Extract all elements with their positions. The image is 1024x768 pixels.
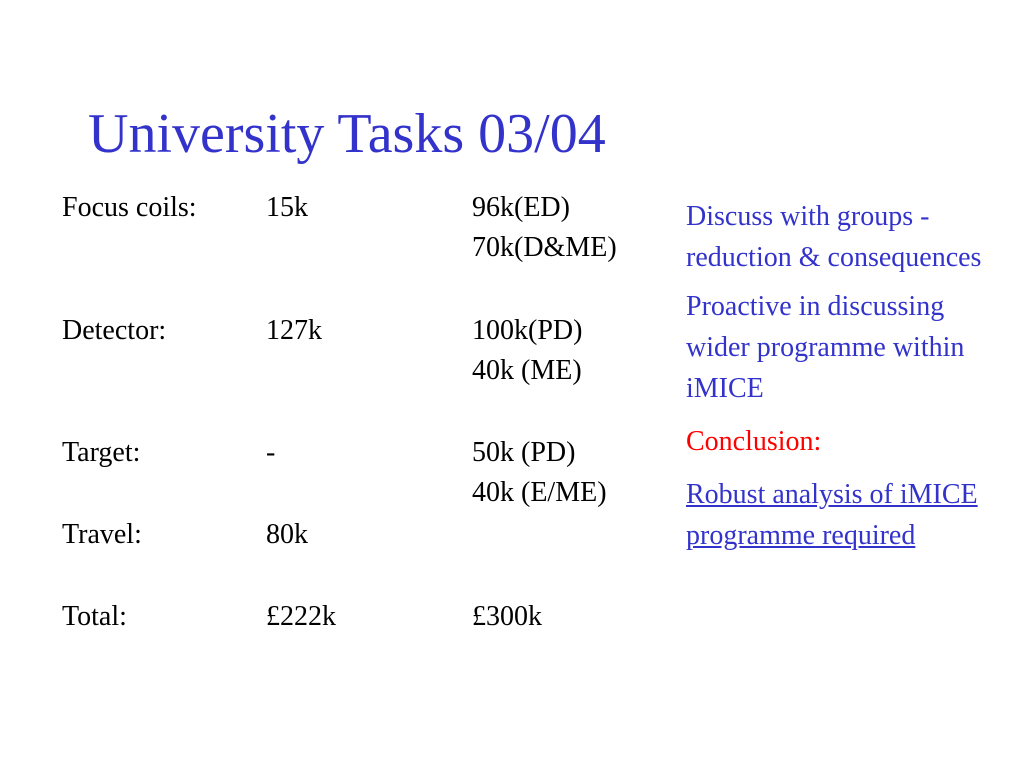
row-value-detector-1: 100k(PD)	[472, 315, 583, 346]
row-amount-travel: 80k	[266, 519, 308, 550]
row-value-target-1: 50k (PD)	[472, 437, 576, 468]
conclusion-label: Conclusion:	[686, 426, 822, 457]
conclusion-link[interactable]: Robust analysis of iMICE programme required	[686, 479, 978, 551]
row-value-focus-coils-1: 96k(ED)	[472, 192, 570, 223]
row-amount-detector: 127k	[266, 315, 322, 346]
note-discuss-groups: Discuss with groups - reduction & consequences	[686, 201, 982, 273]
row-label-target: Target:	[62, 437, 141, 468]
notes-panel	[686, 196, 1006, 564]
row-label-detector: Detector:	[62, 315, 167, 346]
row-label-total: Total:	[62, 601, 127, 632]
row-value-detector-2: 40k (ME)	[472, 355, 582, 386]
row-amount-total: £222k	[266, 601, 336, 632]
row-amount-target: -	[266, 437, 276, 468]
row-amount-focus-coils: 15k	[266, 192, 308, 223]
row-label-focus-coils: Focus coils:	[62, 192, 197, 223]
row-value-target-2: 40k (E/ME)	[472, 477, 607, 508]
row-value-focus-coils-2: 70k(D&ME)	[472, 232, 617, 263]
row-value-total: £300k	[472, 601, 542, 632]
note-proactive: Proactive in discussing wider programme within iMICE	[686, 291, 965, 404]
slide-title: University Tasks 03/04	[88, 103, 606, 165]
row-label-travel: Travel:	[62, 519, 142, 550]
